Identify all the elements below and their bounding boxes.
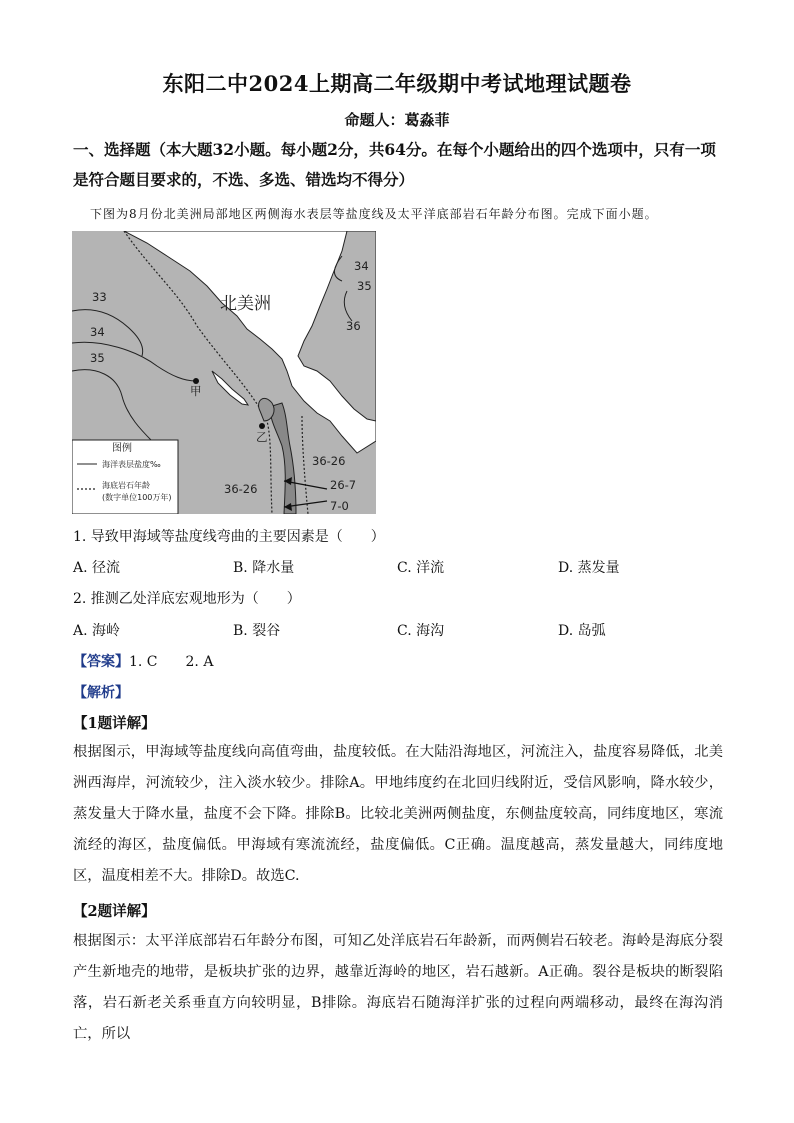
analysis-tag: 【解析】 <box>73 685 129 701</box>
legend-title: 图例 <box>112 443 132 454</box>
continent-label: 北美洲 <box>220 294 271 314</box>
age-label: 26-7 <box>330 478 357 492</box>
age-label: 36-26 <box>312 454 346 468</box>
age-label: 36-26 <box>224 482 258 496</box>
legend-salinity-text: 海洋表层盐度‰ <box>102 460 161 469</box>
question-1-stem: 1. 导致甲海域等盐度线弯曲的主要因素是（ ） <box>73 529 385 545</box>
q2-option-a[interactable]: A. 海岭 <box>73 623 121 639</box>
salinity-label: 34 <box>354 259 369 273</box>
point-yi-label: 乙 <box>256 430 268 444</box>
detail-1-text: 根据图示，甲海域等盐度线向高值弯曲，盐度较低。在大陆沿海地区，河流注入，盐度容易降低，北美洲西海岸，河流较少，注入淡水较少。排除A。甲地纬度约在北回归线附近，受信风影响，降水较少，蒸发量大于降水量，盐度不会下降。排除B。比较北美洲两侧盐度，东侧盐度较高，同纬度地区，寒流流经的海区，盐度偏低。甲海域有寒流流经，盐度偏低。C正确。温度越高，蒸发量越大，同纬度地区，温度相差不大。排除D。故选C. <box>73 744 723 884</box>
detail-2-heading: 【2题详解】 <box>73 903 156 920</box>
point-yi-dot <box>259 423 265 429</box>
salinity-label: 35 <box>357 279 372 293</box>
question-intro: 下图为8月份北美洲局部地区两侧海水表层等盐度线及太平洋底部岩石年龄分布图。完成下面小题。 <box>90 207 658 221</box>
q2-option-c[interactable]: C. 海沟 <box>397 623 445 639</box>
q1-option-b[interactable]: B. 降水量 <box>233 560 295 576</box>
point-jia-label: 甲 <box>190 384 202 398</box>
detail-2-text: 根据图示：太平洋底部岩石年龄分布图，可知乙处洋底岩石年龄新，而两侧岩石较老。海岭是海底分裂产生新地壳的地带，是板块扩张的边界，越靠近海岭的地区，岩石越新。A正确。裂谷是板块的断裂陷落，岩石新老关系垂直方向较明显，B排除。海底岩石随海洋扩张的过程向两端移动，最终在海沟消亡，所以 <box>73 933 723 1042</box>
salinity-age-map <box>72 231 376 514</box>
q2-option-b[interactable]: B. 裂谷 <box>233 623 281 639</box>
question-2-stem: 2. 推测乙处洋底宏观地形为（ ） <box>73 591 301 607</box>
answer-text: 1. C 2. A <box>129 654 214 670</box>
salinity-label: 34 <box>90 325 105 339</box>
legend-age-text: 海底岩石年龄 <box>102 481 150 490</box>
detail-1-heading: 【1题详解】 <box>73 715 156 732</box>
legend-age-unit: (数字单位100万年) <box>102 493 172 502</box>
age-label: 7-0 <box>330 499 349 513</box>
salinity-label: 35 <box>90 351 105 365</box>
q1-option-d[interactable]: D. 蒸发量 <box>558 560 620 576</box>
salinity-label: 36 <box>346 319 361 333</box>
answer-tag: 【答案】 <box>73 654 129 670</box>
author-line: 命题人：葛淼菲 <box>344 111 450 129</box>
q1-option-a[interactable]: A. 径流 <box>73 560 121 576</box>
salinity-label: 33 <box>92 290 107 304</box>
q2-option-d[interactable]: D. 岛弧 <box>558 623 606 639</box>
page-title: 东阳二中2024上期高二年级期中考试地理试题卷 <box>162 71 632 96</box>
section-heading: 一、选择题（本大题32小题。每小题2分，共64分。在每个小题给出的四个选项中，只有一项是符合题目要求的，不选、多选、错选均不得分） <box>73 140 716 189</box>
answer-line <box>73 651 213 671</box>
q1-option-c[interactable]: C. 洋流 <box>397 560 445 576</box>
